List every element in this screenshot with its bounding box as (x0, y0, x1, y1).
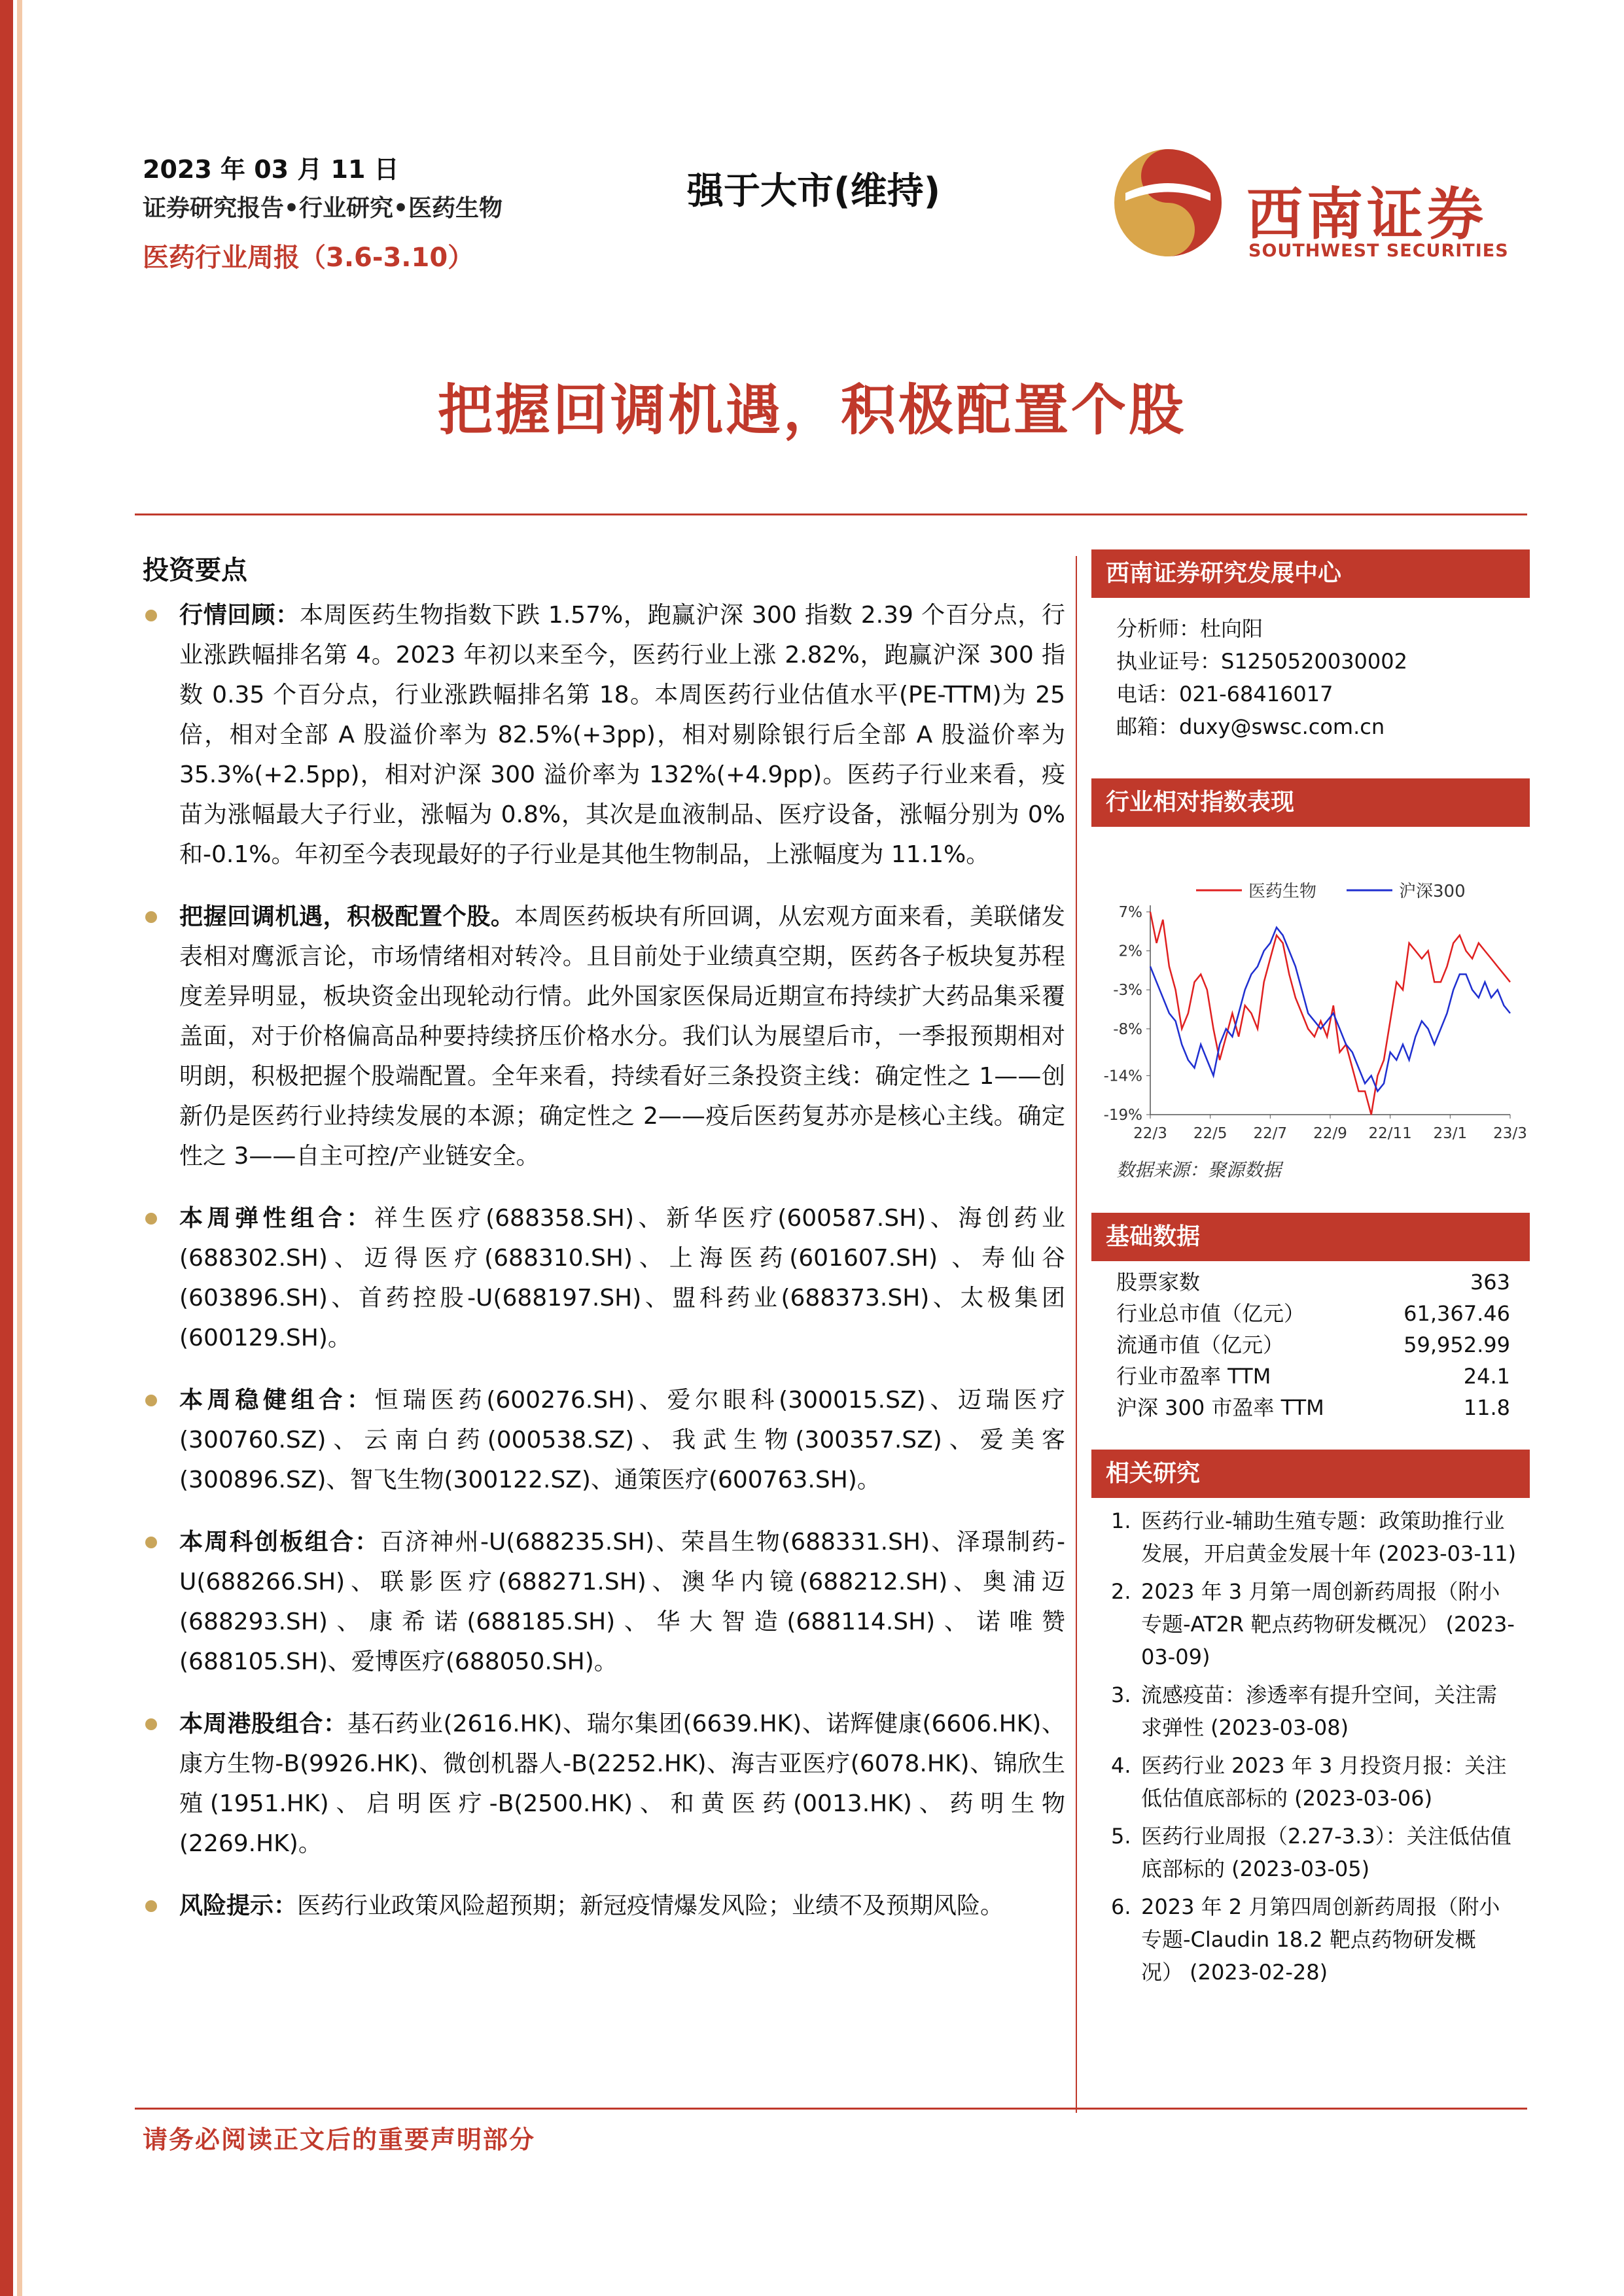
y-tick-label: -19% (1103, 1107, 1142, 1124)
series-line-csi300 (1150, 928, 1510, 1091)
phone: 电话：021-68416017 (1116, 682, 1333, 706)
y-tick-label: 7% (1118, 904, 1142, 921)
bullet-hk-portfolio: 本周港股组合：基石药业(2616.HK)、瑞尔集团(6639.HK)、诺辉健康(6606.HK)、康方生物-B(9926.HK)、微创机器人-B(2252.HK)、海吉亚医疗(6078.HK)、锦欣生殖(1951.HK)、启明医疗-B(2500.HK)、和黄医药(0013.HK)、药明生物(2269.HK)。 (143, 1704, 1065, 1864)
bullet-market-review: 行情回顾：本周医药生物指数下跌 1.57%，跑赢沪深 300 指数 2.39 个百分点，行业涨跌幅排名第 4。2023 年初以来至今，医药行业上涨 2.82%，跑赢沪深 300 指数 0.35 个百分点，行业涨跌幅排名第 18。本周医药行业估值水平(PE-TTM)为 25 倍，相对全部 A 股溢价率为 82.5%(+3pp)，相对剔除银行后全部 A 股溢价率为 35.3%(+2.5pp)，相对沪深 300 溢价率为 132%(+4.9pp)。医药子行业来看，疫苗为涨幅最大子行业，涨幅为 0.8%，其次是血液制品、医疗设备，涨幅分别为 0%和-0.1%。年初至今表现最好的子行业是其他生物制品，上涨幅度为 11.1%。 (143, 595, 1065, 875)
research-center-title: 西南证券研究发展中心 (1091, 549, 1530, 598)
email: 邮箱：duxy@swsc.com.cn (1116, 714, 1385, 739)
bullet-dot-icon (145, 1213, 157, 1225)
related-research-item[interactable]: 1. 医药行业-辅助生殖专题：政策助推行业发展，开启黄金发展十年 (2023-03-11) (1111, 1508, 1517, 1566)
column-divider (1076, 556, 1077, 2113)
analyst: 分析师：杜向阳 (1116, 616, 1263, 641)
bullet-dot-icon (145, 1537, 157, 1548)
x-tick-label: 23/1 (1433, 1125, 1468, 1142)
index-chart-svg (1091, 827, 1530, 1154)
bullet-dot-icon (145, 911, 157, 923)
bullet-dot-icon (145, 1900, 157, 1912)
y-tick-label: -14% (1103, 1068, 1142, 1085)
related-research-list (1091, 1498, 1530, 1989)
bullet-dot-icon (145, 1395, 157, 1406)
bullet-star-portfolio: 本周科创板组合：百济神州-U(688235.SH)、荣昌生物(688331.SH)、泽璟制药-U(688266.SH)、联影医疗(688271.SH)、澳华内镜(688212.SH)、奥浦迈(688293.SH)、康希诺(688185.SH)、华大智造(688114.SH)、诺唯赞(688105.SH)、爱博医疗(688050.SH)。 (143, 1522, 1065, 1682)
x-tick-label: 22/11 (1368, 1125, 1412, 1142)
investment-points (143, 595, 1065, 1948)
report-date: 2023 年 03 月 11 日 (143, 155, 399, 184)
basic-data-title: 基础数据 (1091, 1213, 1530, 1261)
main-title: 把握回调机遇，积极配置个股 (437, 377, 1186, 442)
x-tick-label: 23/3 (1493, 1125, 1527, 1142)
related-research-title: 相关研究 (1091, 1450, 1530, 1498)
y-tick-label: 2% (1118, 943, 1142, 960)
basic-data-row: 行业市盈率 TTM 24.1 (1116, 1364, 1510, 1389)
legend-label: 医药生物 (1248, 882, 1317, 901)
left-edge-accent (17, 0, 22, 2296)
bullet-stable-portfolio: 本周稳健组合：恒瑞医药(600276.SH)、爱尔眼科(300015.SZ)、迈瑞医疗(300760.SZ)、云南白药(000538.SZ)、我武生物(300357.SZ)、爱美客(300896.SZ)、智飞生物(300122.SZ)、通策医疗(600763.SH)。 (143, 1380, 1065, 1500)
logo-name-cn: 西南证券 (1246, 181, 1487, 247)
basic-data-row: 沪深 300 市盈率 TTM 11.8 (1116, 1395, 1510, 1420)
related-research-item[interactable]: 5. 医药行业周报（2.27-3.3）：关注低估值底部标的 (2023-03-05) (1111, 1824, 1511, 1881)
basic-data-row: 行业总市值（亿元） 61,367.46 (1116, 1301, 1510, 1326)
basic-data-row: 流通市值（亿元） 59,952.99 (1116, 1332, 1510, 1357)
bullet-risk: 风险提示：医药行业政策风险超预期；新冠疫情爆发风险；业绩不及预期风险。 (143, 1886, 1065, 1926)
weekly-title: 医药行业周报（3.6-3.10） (143, 243, 474, 273)
bullet-dot-icon (145, 610, 157, 621)
bullet-dot-icon (145, 1718, 157, 1730)
related-research-item[interactable]: 6. 2023 年 2 月第四周创新药周报（附小专题-Claudin 18.2 靶点药物研发概况） (2023-02-28) (1111, 1894, 1500, 1985)
bullet-strategy: 把握回调机遇，积极配置个股。本周医药板块有所回调，从宏观方面来看，美联储发表相对鹰派言论，市场情绪相对转冷。且目前处于业绩真空期，医药各子板块复苏程度差异明显，板块资金出现轮动行情。此外国家医保局近期宣布持续扩大药品集采覆盖面，对于价格偏高品种要持续挤压价格水分。我们认为展望后市，一季报预期相对明朗，积极把握个股端配置。全年来看，持续看好三条投资主线：确定性之 1——创新仍是医药行业持续发展的本源；确定性之 2——疫后医药复苏亦是核心主线。确定性之 3——自主可控/产业链安全。 (143, 897, 1065, 1176)
y-tick-label: -8% (1113, 1020, 1142, 1038)
section-title: 投资要点 (143, 555, 247, 585)
related-research-item[interactable]: 3. 流感疫苗：渗透率有提升空间，关注需求弹性 (2023-03-08) (1111, 1682, 1498, 1740)
footer-disclaimer: 请务必阅读正文后的重要声明部分 (143, 2125, 536, 2154)
left-edge-bar (0, 0, 13, 2296)
related-research-item[interactable]: 4. 医药行业 2023 年 3 月投资月报：关注低估值底部标的 (2023-03-06) (1111, 1753, 1507, 1811)
bullet-elastic-portfolio: 本周弹性组合：祥生医疗(688358.SH)、新华医疗(600587.SH)、海创药业(688302.SH)、迈得医疗(688310.SH)、上海医药(601607.SH) 、寿仙谷(603896.SH)、首药控股-U(688197.SH)、盟科药业(688373.SH)、太极集团(600129.SH)。 (143, 1198, 1065, 1358)
x-tick-label: 22/5 (1193, 1125, 1227, 1142)
sidebar (1091, 549, 1530, 1994)
y-tick-label: -3% (1113, 982, 1142, 1000)
rating: 强于大市(维持) (687, 170, 941, 213)
logo-emblem-icon (1112, 147, 1224, 258)
basic-data-row: 股票家数 363 (1116, 1270, 1510, 1295)
series-line-pharma (1150, 912, 1510, 1115)
related-research-item[interactable]: 2. 2023 年 3 月第一周创新药周报（附小专题-AT2R 靶点药物研发概况） (2023-03-09) (1111, 1579, 1515, 1669)
x-tick-label: 22/7 (1253, 1125, 1288, 1142)
logo-name-en: SOUTHWEST SECURITIES (1248, 241, 1509, 261)
legend-label: 沪深300 (1399, 882, 1466, 901)
chart-section-title: 行业相对指数表现 (1091, 778, 1530, 827)
chart-source: 数据来源：聚源数据 (1116, 1159, 1282, 1181)
index-chart (1091, 827, 1530, 1154)
title-divider (135, 513, 1527, 515)
x-tick-label: 22/3 (1133, 1125, 1167, 1142)
report-category: 证券研究报告•行业研究•医药生物 (143, 195, 503, 222)
footer-divider (135, 2108, 1527, 2110)
x-tick-label: 22/9 (1313, 1125, 1347, 1142)
license: 执业证号：S1250520030002 (1116, 649, 1407, 674)
